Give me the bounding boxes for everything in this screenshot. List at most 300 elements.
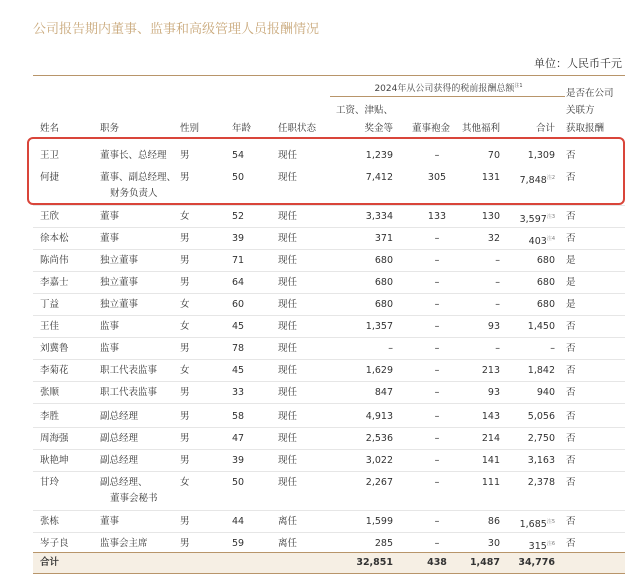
table-row [33, 449, 625, 472]
cell-role [100, 363, 157, 379]
cell-gender-text: 男 [180, 455, 190, 466]
cell-gender [180, 319, 190, 335]
table-row [33, 510, 625, 533]
cell-age-text: 44 [232, 516, 245, 527]
cell-other [495, 341, 500, 357]
cell-age-text: 50 [232, 172, 245, 183]
cell-role-text: 董事 [100, 233, 120, 244]
cell-role-text: 副总经理 [100, 433, 139, 444]
header-salary-2: 奖金等 [364, 123, 393, 134]
cell-gender [180, 341, 190, 357]
cell-role-text: 监事 [100, 321, 120, 332]
cell-age [232, 209, 244, 225]
cell-other-text: 214 [481, 433, 500, 444]
cell-status-text: 现任 [278, 150, 298, 161]
cell-total-text: 5,056 [527, 411, 555, 422]
cell-fee [427, 409, 447, 425]
cell-status-text: 现任 [278, 411, 298, 422]
cell-salary [366, 209, 393, 225]
cell-salary [366, 409, 393, 425]
cell-age-text: 59 [232, 538, 245, 549]
cell-salary-text: 2,267 [365, 477, 393, 488]
cell-total-text: 940 [536, 387, 555, 398]
cell-fee-text: – [434, 299, 440, 310]
cell-name [40, 514, 59, 530]
cell-age-text: 71 [232, 255, 245, 266]
cell-fee [427, 431, 447, 447]
table-row [33, 532, 625, 553]
cell-rel [566, 409, 576, 425]
cell-salary [375, 253, 393, 269]
cell-role [100, 475, 148, 491]
cell-other-text: – [495, 277, 500, 288]
cell-salary [375, 536, 393, 552]
cell-name-text: 丁益 [40, 299, 60, 310]
table-row [33, 337, 625, 360]
cell-fee-text: – [434, 538, 440, 549]
cell-fee-text: – [434, 387, 440, 398]
cell-name [40, 297, 59, 313]
cell-gender-text: 男 [180, 277, 190, 288]
cell-rel-text: 是 [566, 255, 576, 266]
cell-name [40, 363, 69, 379]
cell-fee [427, 209, 447, 225]
cell-role-text: 副总经理、 [100, 477, 148, 488]
cell-role [100, 431, 138, 447]
cell-role-line2: 董事会秘书 [110, 493, 158, 504]
cell-status [278, 409, 297, 425]
cell-rel [566, 514, 576, 530]
cell-age [232, 475, 244, 491]
cell-age-text: 33 [232, 387, 245, 398]
cell-fee-text: – [434, 455, 440, 466]
cell-age-text: 58 [232, 411, 245, 422]
table-row [33, 359, 625, 382]
cell-fee [427, 231, 447, 247]
cell-name-text: 王卫 [40, 150, 60, 161]
cell-total [537, 297, 555, 313]
cell-gender [180, 431, 190, 447]
cell-total [528, 475, 555, 491]
cell-fee-text: – [434, 255, 440, 266]
footnote-mark: 注2 [546, 175, 555, 181]
cell-salary-text: 1,357 [365, 321, 393, 332]
cell-other-text: 130 [481, 211, 500, 222]
cell-status [278, 231, 297, 247]
cell-name [40, 475, 59, 491]
cell-fee-text: – [434, 233, 440, 244]
cell-total-text: 1,842 [527, 365, 555, 376]
cell-salary-text: 680 [374, 277, 393, 288]
cell-status-text: 现任 [278, 455, 298, 466]
cell-rel [566, 431, 576, 447]
cell-role [100, 231, 119, 247]
cell-name-text: 张栋 [40, 516, 60, 527]
cell-status-text: 现任 [278, 299, 298, 310]
cell-other [495, 275, 500, 291]
cell-salary-text: – [388, 343, 393, 354]
cell-name-text: 岑子良 [40, 538, 69, 549]
cell-gender-text: 男 [180, 255, 190, 266]
header-total: 合计 [535, 123, 555, 134]
cell-role [100, 536, 148, 552]
cell-salary-text: 7,412 [365, 172, 393, 183]
cell-age-text: 47 [232, 433, 245, 444]
cell-rel [566, 275, 576, 291]
cell-salary-text: 371 [374, 233, 393, 244]
cell-role-text: 独立董事 [100, 255, 139, 266]
cell-other-text: 86 [487, 516, 500, 527]
cell-fee [427, 319, 447, 335]
cell-age [232, 363, 244, 379]
cell-gender-text: 女 [180, 299, 190, 310]
cell-fee-text: – [434, 277, 440, 288]
cell-other-text: – [495, 343, 500, 354]
cell-age [232, 514, 244, 530]
cell-rel-text: 是 [566, 299, 576, 310]
cell-rel-text: 否 [566, 455, 576, 466]
cell-role-text: 副总经理 [100, 411, 139, 422]
total-label: 合计 [40, 557, 60, 568]
cell-role-text: 监事会主席 [100, 538, 148, 549]
cell-name [40, 431, 69, 447]
footnote-mark: 注5 [546, 519, 555, 525]
cell-age-text: 60 [232, 299, 245, 310]
cell-age-text: 45 [232, 321, 245, 332]
cell-rel-text: 否 [566, 365, 576, 376]
cell-age-text: 64 [232, 277, 245, 288]
cell-total [520, 209, 555, 228]
cell-salary [366, 319, 393, 335]
cell-gender [180, 275, 190, 291]
cell-status-text: 现任 [278, 255, 298, 266]
cell-salary [366, 453, 393, 469]
cell-status-text: 现任 [278, 343, 298, 354]
cell-name-text: 王欣 [40, 211, 60, 222]
cell-status [278, 253, 297, 269]
cell-status-text: 现任 [278, 277, 298, 288]
cell-total [520, 514, 555, 533]
footnote-mark: 注3 [546, 214, 555, 220]
cell-other-text: 141 [481, 455, 500, 466]
cell-age-text: 78 [232, 343, 245, 354]
cell-fee [427, 514, 447, 530]
cell-fee-text: – [434, 433, 440, 444]
cell-rel-text: 否 [566, 516, 576, 527]
cell-status [278, 297, 297, 313]
cell-other [488, 319, 500, 335]
total-row [33, 552, 625, 574]
cell-rel-text: 否 [566, 387, 576, 398]
cell-status [278, 431, 297, 447]
group-header-text: 2024年从公司获得的税前报酬总额 [374, 84, 515, 94]
cell-salary-text: 1,599 [365, 516, 393, 527]
header-gender: 性别 [180, 123, 200, 134]
cell-rel-text: 否 [566, 411, 576, 422]
cell-name [40, 409, 59, 425]
cell-total-text: 3,163 [527, 455, 555, 466]
cell-total [528, 453, 555, 469]
table-row [33, 271, 625, 294]
cell-status [278, 453, 297, 469]
cell-status-text: 离任 [278, 538, 298, 549]
cell-status [278, 341, 297, 357]
cell-name-text: 徐本松 [40, 233, 69, 244]
cell-role-text: 董事、副总经理、 [100, 172, 177, 183]
cell-age [232, 297, 244, 313]
cell-role-line2: 财务负责人 [110, 188, 158, 199]
divider [33, 75, 625, 76]
cell-rel-text: 否 [566, 172, 576, 183]
cell-role-text: 副总经理 [100, 455, 139, 466]
cell-role [100, 453, 138, 469]
cell-name-text: 李胜 [40, 411, 60, 422]
table-row [33, 427, 625, 450]
cell-rel [566, 253, 576, 269]
cell-total [529, 231, 555, 250]
footnote-mark: 注1 [514, 83, 523, 89]
cell-salary [375, 297, 393, 313]
cell-salary [375, 385, 393, 401]
cell-status [278, 536, 297, 552]
cell-role-text: 监事 [100, 343, 120, 354]
cell-other-text: 70 [487, 150, 500, 161]
cell-status-text: 现任 [278, 387, 298, 398]
divider [330, 96, 565, 97]
cell-total [528, 363, 555, 379]
cell-other-text: – [495, 299, 500, 310]
cell-total [537, 253, 555, 269]
cell-status [278, 209, 297, 225]
cell-rel-text: 否 [566, 321, 576, 332]
cell-total-text: 3,597 [519, 214, 547, 226]
cell-other [488, 231, 500, 247]
cell-salary-text: 680 [374, 255, 393, 266]
cell-salary-text: 1,629 [365, 365, 393, 376]
cell-gender-text: 女 [180, 365, 190, 376]
cell-salary-text: 3,022 [365, 455, 393, 466]
cell-status-text: 现任 [278, 172, 298, 183]
cell-role-text: 职工代表监事 [100, 365, 158, 376]
cell-other [488, 385, 500, 401]
cell-other-text: 213 [481, 365, 500, 376]
cell-age-text: 39 [232, 233, 245, 244]
cell-other [482, 475, 500, 491]
cell-rel [566, 209, 576, 225]
cell-age [232, 253, 244, 269]
cell-name [40, 319, 59, 335]
cell-fee [427, 536, 447, 552]
cell-rel-text: 否 [566, 233, 576, 244]
group-header [330, 81, 567, 94]
cell-total-text: 680 [536, 299, 555, 310]
cell-salary-text: 4,913 [365, 411, 393, 422]
cell-total-text: 315 [528, 541, 547, 553]
cell-rel-text: 是 [566, 277, 576, 288]
cell-fee-text: – [434, 343, 440, 354]
table-row [33, 249, 625, 272]
cell-fee-text: – [434, 365, 440, 376]
cell-fee [427, 341, 447, 357]
cell-other-text: – [495, 255, 500, 266]
cell-total-text: 2,378 [527, 477, 555, 488]
cell-fee [427, 363, 447, 379]
cell-gender-text: 男 [180, 172, 190, 183]
header-role: 职务 [100, 123, 120, 134]
cell-age [232, 409, 244, 425]
cell-salary-text: 680 [374, 299, 393, 310]
cell-other-text: 30 [487, 538, 500, 549]
cell-total-text: 2,750 [527, 433, 555, 444]
cell-name-text: 何捷 [40, 172, 60, 183]
cell-total-text: 1,450 [527, 321, 555, 332]
cell-other [495, 253, 500, 269]
cell-name [40, 253, 69, 269]
cell-rel-text: 否 [566, 343, 576, 354]
cell-age-text: 52 [232, 211, 245, 222]
footnote-mark: 注6 [546, 541, 555, 547]
header-status: 任职状态 [278, 123, 317, 134]
cell-rel [566, 385, 576, 401]
cell-name [40, 275, 69, 291]
cell-fee [427, 385, 447, 401]
cell-fee-text: – [434, 411, 440, 422]
cell-status-text: 现任 [278, 365, 298, 376]
cell-gender [180, 409, 190, 425]
cell-other [482, 209, 500, 225]
cell-rel [566, 475, 576, 491]
table-row [33, 471, 625, 511]
cell-rel [566, 231, 576, 247]
cell-salary-text: 285 [374, 538, 393, 549]
cell-status-text: 现任 [278, 211, 298, 222]
cell-gender [180, 385, 190, 401]
unit-label: 单位：人民币千元 [534, 57, 622, 70]
cell-gender [180, 475, 190, 491]
cell-salary [366, 475, 393, 491]
cell-role-text: 董事长、总经理 [100, 150, 167, 161]
header-salary-1: 工资、津贴、 [335, 105, 393, 116]
table-row [33, 381, 625, 404]
cell-fee-text: – [434, 321, 440, 332]
cell-age [232, 453, 244, 469]
cell-name-text: 李菊花 [40, 365, 69, 376]
cell-salary [366, 363, 393, 379]
page-title: 公司报告期内董事、监事和高级管理人员报酬情况 [33, 22, 320, 37]
cell-rel [566, 453, 576, 469]
cell-name-text: 周海强 [40, 433, 69, 444]
cell-other [495, 297, 500, 313]
cell-salary [375, 231, 393, 247]
table-row [33, 227, 625, 250]
cell-gender-text: 女 [180, 477, 190, 488]
cell-gender [180, 514, 190, 530]
cell-role [100, 385, 157, 401]
cell-role [100, 514, 119, 530]
cell-fee-text: – [434, 150, 440, 161]
cell-gender [180, 209, 190, 225]
cell-name-text: 刘冀鲁 [40, 343, 69, 354]
cell-rel-text: 否 [566, 211, 576, 222]
cell-gender [180, 536, 190, 552]
cell-name [40, 453, 69, 469]
table-row [33, 205, 625, 228]
cell-age [232, 231, 244, 247]
cell-total-text: 403 [528, 236, 547, 248]
cell-total [528, 409, 555, 425]
cell-name-text: 陈尚伟 [40, 255, 69, 266]
cell-status [278, 319, 297, 335]
cell-rel-text: 否 [566, 477, 576, 488]
footnote-mark: 注4 [546, 236, 555, 242]
cell-other-text: 93 [487, 387, 500, 398]
cell-rel [566, 319, 576, 335]
cell-age [232, 275, 244, 291]
cell-gender-text: 男 [180, 538, 190, 549]
cell-gender-text: 男 [180, 233, 190, 244]
cell-fee [427, 297, 447, 313]
cell-total-text: 680 [536, 277, 555, 288]
cell-salary-text: 2,536 [365, 433, 393, 444]
cell-other-text: 93 [487, 321, 500, 332]
cell-name-text: 耿艳坤 [40, 455, 69, 466]
cell-other [482, 453, 500, 469]
cell-rel [566, 341, 576, 357]
cell-total [550, 341, 555, 357]
cell-name-text: 张顺 [40, 387, 60, 398]
cell-gender [180, 363, 190, 379]
cell-salary [366, 514, 393, 530]
cell-total-text: – [550, 343, 555, 354]
cell-age [232, 536, 244, 552]
cell-gender-text: 男 [180, 516, 190, 527]
cell-age-text: 39 [232, 455, 245, 466]
cell-name-text: 王佳 [40, 321, 60, 332]
cell-name [40, 231, 69, 247]
cell-total [537, 385, 555, 401]
cell-age [232, 341, 244, 357]
cell-status-text: 现任 [278, 433, 298, 444]
cell-age [232, 319, 244, 335]
cell-rel [566, 297, 576, 313]
cell-salary [375, 275, 393, 291]
table-row [33, 315, 625, 338]
cell-fee-text: 133 [427, 211, 447, 222]
cell-fee [427, 275, 447, 291]
cell-rel [566, 363, 576, 379]
total-salary: 32,851 [356, 557, 393, 568]
cell-gender-text: 女 [180, 321, 190, 332]
cell-status [278, 275, 297, 291]
cell-status-text: 现任 [278, 477, 298, 488]
cell-role [100, 409, 138, 425]
cell-role [100, 209, 119, 225]
total-fee: 438 [427, 557, 447, 568]
cell-age-text: 45 [232, 365, 245, 376]
cell-fee [427, 475, 447, 491]
cell-status [278, 363, 297, 379]
cell-other [482, 431, 500, 447]
cell-status [278, 475, 297, 491]
cell-age [232, 431, 244, 447]
table-row [33, 293, 625, 316]
cell-status-text: 现任 [278, 321, 298, 332]
header-name: 姓名 [40, 123, 60, 134]
cell-status [278, 514, 297, 530]
header-related-3: 获取报酬 [566, 123, 605, 134]
cell-gender-text: 男 [180, 343, 190, 354]
highlight-box [27, 137, 625, 205]
